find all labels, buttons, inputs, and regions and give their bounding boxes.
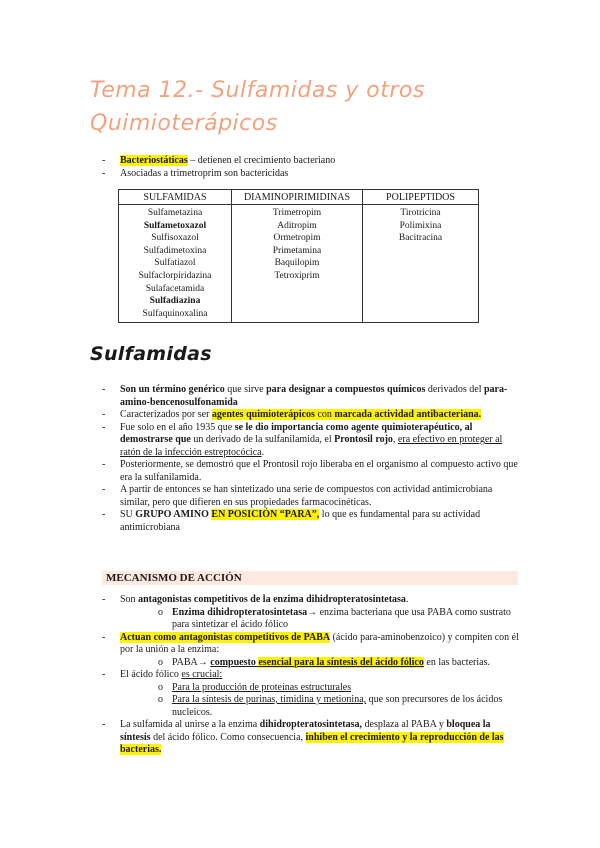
drug-name: Sulfametoxazol xyxy=(143,220,207,231)
list-item: - Actuan como antagonistas competitivos de PABA (ácido para-aminobenzoico) y compiten con él por la unión a la enzima: o PABA→ compuesto esencial para la síntesis del ácido fólico en las bacterias. xyxy=(100,632,520,670)
sub-item: o Para la síntesis de purinas, timidina y metionina, que son precursores de los ácidos nucleicos. xyxy=(158,694,520,719)
sub-list xyxy=(120,682,520,720)
intro-item: - Asociadas a trimetroprim son bactericidas xyxy=(100,168,520,181)
section-title: Sulfamidas xyxy=(90,343,212,365)
list-item: - SU GRUPO AMINO EN POSICIÓN “PARA”, lo que es fundamental para su actividad antimicrobiana xyxy=(100,509,520,534)
header-diaminopirimidinas: DIAMINOPIRIMIDINAS xyxy=(232,190,363,205)
drug-name: Aditropim xyxy=(277,220,317,231)
drug-name: Sulfaclorpiridazina xyxy=(138,270,212,281)
list-item: - Son un término genérico que sirve para designar a compuestos químicos derivados del para-amino-bencenosulfonamida xyxy=(100,384,520,409)
diaminopirimidinas-cell xyxy=(232,205,363,323)
list-item: - Caracterizados por ser agentes quimioterápicos con marcada actividad antibacteriana. xyxy=(100,409,520,422)
sub-list xyxy=(120,657,520,670)
header-polipeptidos: POLIPEPTIDOS xyxy=(363,190,479,205)
drug-name: Polimixina xyxy=(399,220,442,231)
list-item: - Fue solo en el año 1935 que se le dio importancia como agente quimioterapéutico, al demostrarse que un derivado de la sulfanilamida, el Prontosil rojo, era efectivo en proteger al ratón de la infección estreptocócica. xyxy=(100,422,520,460)
sub-item: o Para la producción de proteínas estructurales xyxy=(158,682,520,695)
intro-list xyxy=(100,155,520,180)
list-item: - Posteriormente, se demostró que el Prontosil rojo liberaba en el organismo al compuesto activo que era la sulfanilamida. xyxy=(100,459,520,484)
drug-name: Bacitracina xyxy=(398,233,443,244)
list-item: - Son antagonistas competitivos de la enzima dihidropteratosintetasa. o Enzima dihidropteratosintetasa→ enzima bacteriana que usa PABA como sustrato para sintetizar el ácido fólico xyxy=(100,594,520,632)
sulfamidas-cell xyxy=(119,205,232,323)
list-item: - El ácido fólico es crucial: o Para la producción de proteínas estructurales o Para la síntesis de purinas, timidina y metionina, que son precursores de los ácidos nucleicos. xyxy=(100,669,520,719)
drug-name: Sulfadiazina xyxy=(149,296,201,307)
drug-name: Ormetropim xyxy=(273,233,321,244)
sulfamidas-list xyxy=(100,384,520,534)
drug-name: Sulfatiazol xyxy=(154,258,196,269)
drug-name: Sulfaquinoxalina xyxy=(142,308,208,319)
page-title: Tema 12.- Sulfamidas y otros Quimioterápicos xyxy=(90,78,425,136)
drug-name: Sulafacetamida xyxy=(145,283,205,294)
drug-name: Tetroxiprim xyxy=(274,270,320,281)
sub-item: o PABA→ compuesto esencial para la síntesis del ácido fólico en las bacterias. xyxy=(158,657,520,670)
mechanism-list xyxy=(100,594,520,757)
sub-list xyxy=(120,607,520,632)
highlight-bacteriostaticas: Bacteriostáticas xyxy=(120,155,188,166)
drug-name: Baquilopim xyxy=(274,258,320,269)
drug-name: Sulfadimetoxina xyxy=(143,245,207,256)
drug-name: Tirotricina xyxy=(400,208,441,218)
drug-name: Sulfisoxazol xyxy=(151,233,199,244)
list-item: - La sulfamida al unirse a la enzima dihidropteratosintetasa, desplaza al PABA y bloquea la síntesis del ácido fólico. Como consecuencia, inhiben el crecimiento y la reproducción de las bacterias. xyxy=(100,719,520,757)
header-sulfamidas: SULFAMIDAS xyxy=(119,190,232,205)
intro-item: - Bacteriostáticas – detienen el crecimiento bacteriano xyxy=(100,155,520,168)
polipeptidos-cell xyxy=(363,205,479,323)
list-item: - A partir de entonces se han sintetizado una serie de compuestos con actividad antimicrobiana similar, pero que difieren en sus propiedades farmacocinéticas. xyxy=(100,484,520,509)
drug-name: Primetamina xyxy=(272,245,322,256)
sub-item: o Enzima dihidropteratosintetasa→ enzima bacteriana que usa PABA como sustrato para sintetizar el ácido fólico xyxy=(158,607,520,632)
mechanism-title: MECANISMO DE ACCIÓN xyxy=(102,571,518,585)
drug-classification-table xyxy=(118,189,479,323)
drug-name: Trimetropim xyxy=(272,208,322,218)
drug-name: Sulfametazina xyxy=(147,208,203,218)
